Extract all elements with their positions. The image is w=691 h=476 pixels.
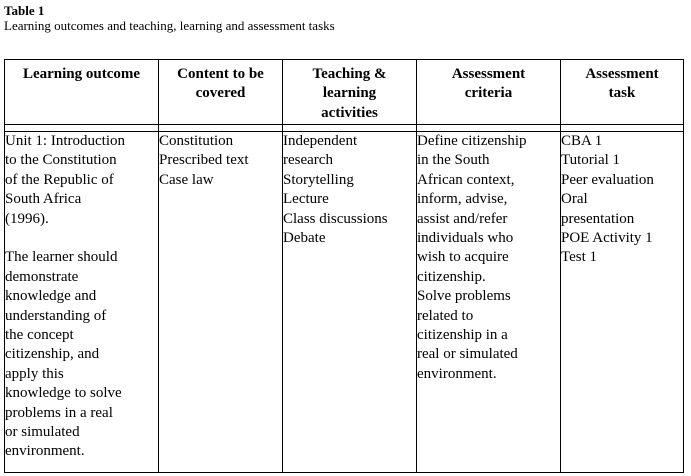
header-learning-outcome <box>5 60 159 125</box>
text-line: assist and/refer <box>417 210 508 227</box>
text-line: Class discussions <box>283 210 388 227</box>
text-line: individuals who <box>417 230 514 247</box>
text-line: CBA 1 <box>561 133 603 149</box>
text-line: Assessment <box>451 66 526 82</box>
text-line: Tutorial 1 <box>561 152 621 169</box>
text-line: South Africa <box>5 191 82 208</box>
text-line: environment. <box>417 365 497 382</box>
text-line: (1996). <box>5 210 49 227</box>
text-line: citizenship, and <box>5 346 100 363</box>
cell-criteria <box>417 132 561 473</box>
text-line: Peer evaluation <box>561 171 654 188</box>
text-line: citizenship. <box>417 268 486 285</box>
spacer-cell <box>417 125 561 132</box>
spacer-cell <box>283 125 417 132</box>
text-line: the concept <box>5 327 74 344</box>
text-line: The learner should <box>5 249 118 266</box>
text-line: Define citizenship <box>417 133 527 149</box>
text-line: environment. <box>5 443 85 460</box>
text-line: task <box>608 85 636 102</box>
text-line: or simulated <box>5 424 80 441</box>
cell-content <box>159 132 283 473</box>
text-line: African context, <box>417 171 515 188</box>
header-content <box>159 60 283 125</box>
text-line: research <box>283 152 333 169</box>
text-line: presentation <box>561 210 635 227</box>
text-line: Unit 1: Introduction <box>5 133 125 149</box>
text-line: Solve problems <box>417 288 511 305</box>
text-line: Assessment <box>585 66 659 82</box>
text-line: real or simulated <box>417 346 518 363</box>
table-label: Table 1 <box>4 3 45 18</box>
spacer-cell <box>159 125 283 132</box>
text-line: related to <box>417 307 474 324</box>
header-activities <box>283 60 417 125</box>
text-line: Case law <box>159 171 214 188</box>
learning-outcomes-table <box>4 59 684 473</box>
text-line: Debate <box>283 230 326 247</box>
text-line: Lecture <box>283 191 329 208</box>
header-criteria <box>417 60 561 125</box>
text-line: problems in a real <box>5 404 113 421</box>
text-line: of the Republic of <box>5 171 114 188</box>
table-row <box>5 132 684 473</box>
table-title: Learning outcomes and teaching, learning and assessment tasks <box>4 18 335 33</box>
text-line: Oral <box>561 191 588 208</box>
text-line: Constitution <box>159 133 234 149</box>
text-line: inform, advise, <box>417 191 508 208</box>
text-line: Storytelling <box>283 171 354 188</box>
text-line: learning <box>322 85 377 102</box>
text-line: to the Constitution <box>5 152 117 169</box>
cell-task <box>561 132 684 473</box>
header-row <box>5 60 684 125</box>
blank-line <box>5 229 158 248</box>
text-line: citizenship in a <box>417 327 508 344</box>
header-task <box>561 60 684 125</box>
text-line: Prescribed text <box>159 152 249 169</box>
text-line: activities <box>321 104 378 121</box>
text-line: covered <box>195 85 246 102</box>
cell-learning-outcome <box>5 132 159 473</box>
text-line: demonstrate <box>5 268 79 285</box>
text-line: Learning outcome <box>22 66 141 82</box>
spacer-cell <box>5 125 159 132</box>
text-line: wish to acquire <box>417 249 509 266</box>
text-line: Test 1 <box>561 249 598 266</box>
text-line: criteria <box>464 85 513 102</box>
text-line: understanding of <box>5 307 107 324</box>
spacer-cell <box>561 125 684 132</box>
text-line: Teaching & <box>312 66 387 82</box>
text-line: knowledge and <box>5 288 97 305</box>
text-line: in the South <box>417 152 490 169</box>
cell-activities <box>283 132 417 473</box>
text-line: apply this <box>5 365 64 382</box>
text-line: POE Activity 1 <box>561 230 653 247</box>
text-line: Content to be <box>177 66 264 82</box>
table-caption <box>4 3 335 33</box>
text-line: Independent <box>283 133 358 149</box>
spacer-row <box>5 125 684 132</box>
text-line: knowledge to solve <box>5 385 122 402</box>
